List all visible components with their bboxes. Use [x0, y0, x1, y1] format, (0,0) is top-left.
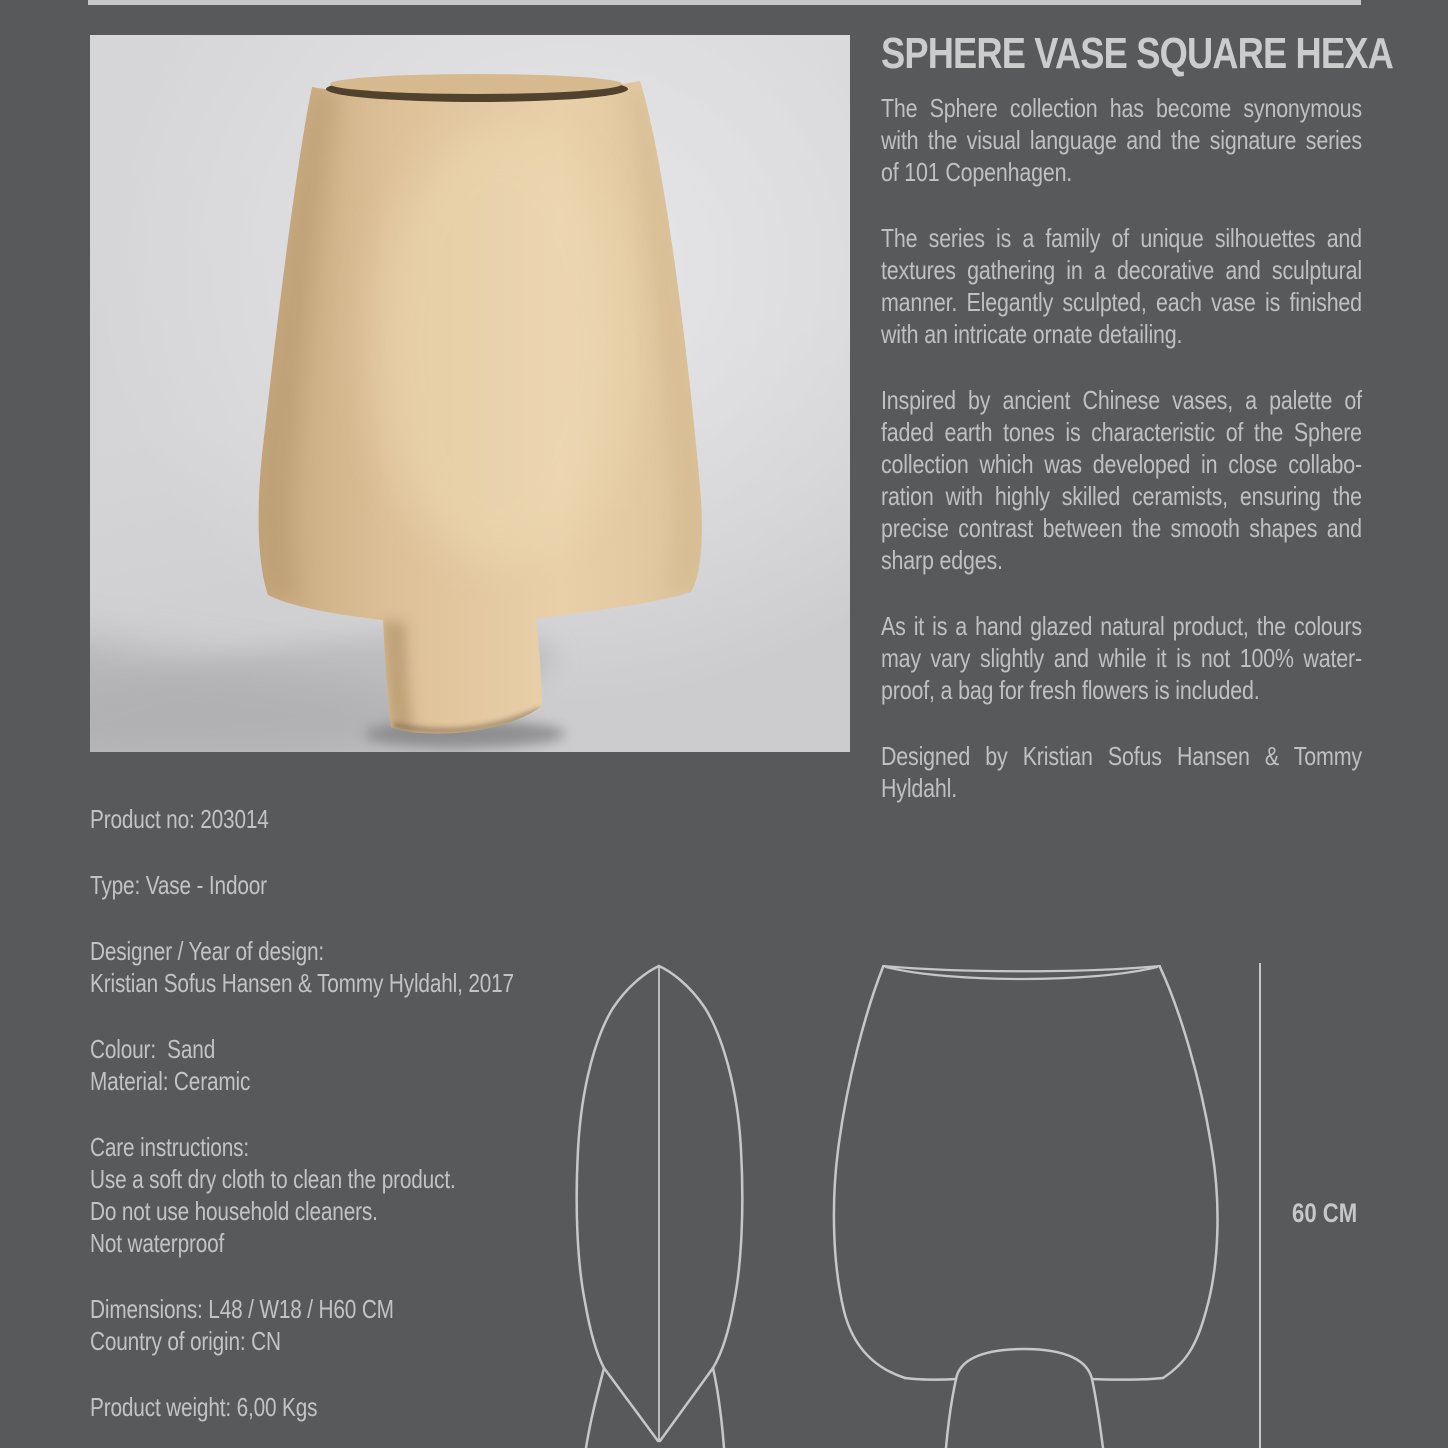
text-line: Not waterproof [90, 1228, 225, 1258]
text-line: Designer / Year of design: [90, 936, 325, 966]
text-line: Product weight: 6,00 Kgs [90, 1392, 318, 1422]
text-line: Inspired by ancient Chinese vases, a palette of [881, 385, 1362, 415]
text-line: of 101 Copenhagen. [881, 157, 1073, 187]
top-edge-strip [88, 0, 1361, 5]
paragraph [881, 222, 1362, 350]
spec-group [90, 1033, 570, 1097]
text-line: manner. Elegantly sculpted, each vase is finished [881, 287, 1362, 317]
text-line: Use a soft dry cloth to clean the product. [90, 1164, 456, 1194]
paragraph [881, 92, 1362, 188]
paragraph [881, 384, 1362, 576]
vase-inner-wall [330, 74, 622, 94]
text-line: Country of origin: CN [90, 1326, 281, 1356]
text-line: with an intricate ornate detailing. [881, 319, 1183, 349]
spec-group [90, 1391, 570, 1423]
paragraph [881, 610, 1362, 706]
text-line: may vary slightly and while it is not 100% water- [881, 643, 1362, 673]
text-line: textures gathering in a decorative and sculptural [881, 255, 1362, 285]
right-paragraphs [881, 92, 1362, 804]
text-line: Dimensions: L48 / W18 / H60 CM [90, 1294, 394, 1324]
page-title: SPHERE VASE SQUARE HEXA [881, 29, 1393, 78]
spec-group [90, 803, 570, 835]
text-line: Colour: Sand [90, 1034, 216, 1064]
text-line: The series is a family of unique silhouettes and [881, 223, 1362, 253]
spec-column [90, 803, 560, 1448]
text-line: Hyldahl. [881, 773, 958, 803]
text-line: proof, a bag for fresh flowers is included. [881, 675, 1260, 705]
product-photo [90, 35, 850, 752]
side-view-drawing [577, 966, 743, 1448]
text-line: Care instructions: [90, 1132, 249, 1162]
spec-group [90, 1293, 570, 1357]
text-line: Do not use household cleaners. [90, 1196, 378, 1226]
text-line: Kristian Sofus Hansen & Tommy Hyldahl, 2017 [90, 968, 514, 998]
text-line: Material: Ceramic [90, 1066, 251, 1096]
paragraph [881, 740, 1362, 804]
text-line: ration with highly skilled ceramists, ensuring the [881, 481, 1362, 511]
vase-photo-illustration [90, 35, 850, 752]
text-line: collection which was developed in close collabo- [881, 449, 1362, 479]
text-line: The Sphere collection has become synonymous [881, 93, 1362, 123]
spec-group [90, 935, 570, 999]
text-line: Designed by Kristian Sofus Hansen & Tommy [881, 741, 1362, 771]
text-line: Type: Vase - Indoor [90, 870, 267, 900]
text-line: As it is a hand glazed natural product, the colours [881, 611, 1362, 641]
text-line: precise contrast between the smooth shapes and [881, 513, 1362, 543]
spec-group [90, 869, 570, 901]
description-column [881, 29, 1393, 838]
text-line: sharp edges. [881, 545, 1003, 575]
spec-groups [90, 803, 570, 1423]
spec-group [90, 1131, 570, 1259]
front-view-drawing [834, 966, 1218, 1448]
height-dimension-label: 60 CM [1292, 1198, 1358, 1228]
text-line: Product no: 203014 [90, 804, 269, 834]
text-line: with the visual language and the signature series [881, 125, 1362, 155]
text-line: faded earth tones is characteristic of the Sphere [881, 417, 1362, 447]
